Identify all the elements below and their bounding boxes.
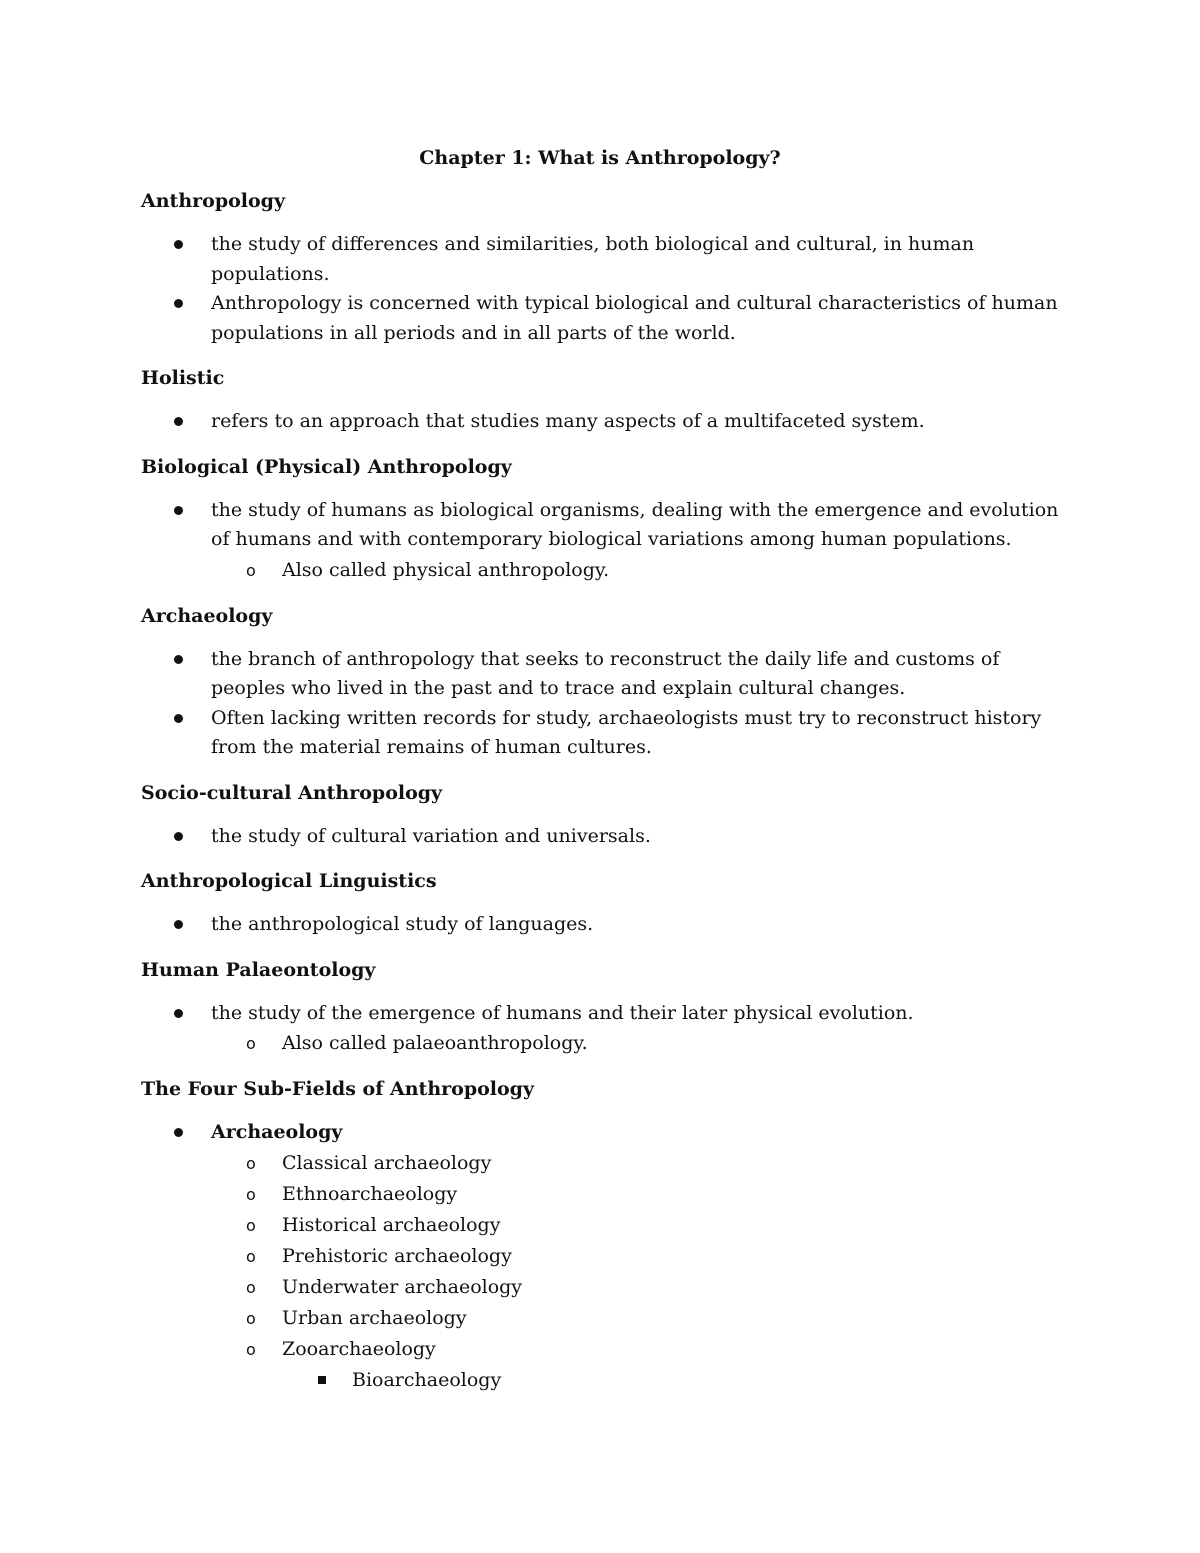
bullet-circle-icon: o (246, 1246, 256, 1266)
sub-list-item-text: Zooarchaeology (282, 1337, 436, 1360)
sub-list-item-text: Underwater archaeology (282, 1275, 523, 1298)
sub-list-item (246, 555, 1061, 586)
section-anthropological-linguistics (141, 867, 1061, 940)
page-title: Chapter 1: What is Anthropology? (419, 147, 781, 169)
sub-list-item-text: Historical archaeology (282, 1213, 501, 1236)
bullet-circle-icon: o (246, 1034, 256, 1053)
sub-bullet-list (211, 555, 1061, 586)
bullet-circle-icon: o (246, 1277, 256, 1297)
sub-bullet-list (211, 1028, 1061, 1059)
document-body (141, 187, 1061, 1412)
list-item-text: Anthropology is concerned with typical biological and cultural characteristics of human populations in all periods and in all parts of the world. (211, 292, 1058, 344)
list-item (211, 289, 1061, 348)
bullet-square-icon (318, 1376, 326, 1384)
bullet-list (141, 496, 1061, 586)
sub-list-item-text: Also called physical anthropology. (282, 558, 610, 581)
bullet-dot-icon (174, 1009, 183, 1018)
sub-list-item (246, 1241, 1061, 1272)
bullet-circle-icon: o (246, 1339, 256, 1359)
sub-list-item (246, 1272, 1061, 1303)
bullet-dot-icon (174, 1128, 183, 1137)
section-biological-anthropology (141, 453, 1061, 586)
sub-list-item-text: Also called palaeoanthropology. (282, 1032, 588, 1054)
sub-list-item (246, 1148, 1061, 1179)
list-item (211, 1118, 1061, 1396)
bullet-dot-icon (174, 920, 183, 929)
list-item-text: the study of humans as biological organisms, dealing with the emergence and evolution of humans and with contemporary biological variations among human populations. (211, 498, 1059, 550)
bullet-list (141, 645, 1061, 763)
section-heading: The Four Sub-Fields of Anthropology (141, 1078, 534, 1100)
list-item (211, 496, 1061, 586)
sub-bullet-list (211, 1148, 1061, 1396)
bullet-dot-icon (174, 417, 183, 426)
section-anthropology (141, 187, 1061, 348)
section-holistic (141, 364, 1061, 437)
list-item-text: the anthropological study of languages. (211, 913, 594, 935)
sub-list-item-text: Urban archaeology (282, 1306, 467, 1329)
section-archaeology (141, 602, 1061, 763)
bullet-dot-icon (174, 714, 183, 723)
section-human-palaeontology (141, 956, 1061, 1060)
section-socio-cultural-anthropology (141, 779, 1061, 852)
list-item (211, 704, 1061, 763)
bullet-dot-icon (174, 240, 183, 249)
section-heading: Biological (Physical) Anthropology (141, 455, 512, 478)
list-item (211, 645, 1061, 704)
list-item-text: refers to an approach that studies many aspects of a multifaceted system. (211, 410, 925, 432)
list-item (211, 407, 1061, 437)
field-name: Archaeology (211, 1121, 343, 1143)
sub-list-item-text: Prehistoric archaeology (282, 1244, 512, 1267)
section-heading: Archaeology (141, 604, 273, 627)
section-heading: Anthropological Linguistics (141, 870, 437, 892)
list-item-text: the study of the emergence of humans and their later physical evolution. (211, 1001, 914, 1024)
section-heading: Anthropology (141, 190, 286, 212)
sub-list-item (246, 1028, 1061, 1059)
list-item-text: the study of differences and similarities, both biological and cultural, in human populations. (211, 233, 975, 285)
sub-list-item-text: Classical archaeology (282, 1151, 492, 1174)
bullet-circle-icon: o (246, 1308, 256, 1328)
bullet-circle-icon: o (246, 1153, 256, 1173)
section-heading: Socio-cultural Anthropology (141, 781, 443, 804)
list-item-text: the branch of anthropology that seeks to reconstruct the daily life and customs of peoples who lived in the past and to trace and explain cultural changes. (211, 647, 1000, 699)
bullet-dot-icon (174, 299, 183, 308)
list-item (211, 910, 1061, 940)
sub-list-item-text: Ethnoarchaeology (282, 1182, 458, 1205)
bullet-list (141, 230, 1061, 348)
sub-list-item (246, 1179, 1061, 1210)
bullet-dot-icon (174, 506, 183, 515)
sub-list-item (246, 1210, 1061, 1241)
list-item (211, 999, 1061, 1060)
bullet-circle-icon: o (246, 560, 256, 580)
list-item (211, 822, 1061, 852)
sub-list-item (246, 1334, 1061, 1396)
sub-list-item (246, 1303, 1061, 1334)
bullet-dot-icon (174, 832, 183, 841)
bullet-dot-icon (174, 655, 183, 664)
bullet-circle-icon: o (246, 1184, 256, 1204)
bullet-list (141, 407, 1061, 437)
sub-sub-bullet-list (282, 1365, 1061, 1396)
bullet-list (141, 1118, 1061, 1396)
list-item-text: Often lacking written records for study, archaeologists must try to reconstruct history from the material remains of human cultures. (211, 706, 1042, 758)
sub-sub-list-item (352, 1365, 1061, 1396)
section-heading: Human Palaeontology (141, 958, 376, 981)
bullet-list (141, 999, 1061, 1060)
bullet-list (141, 822, 1061, 852)
list-item (211, 230, 1061, 289)
section-four-sub-fields (141, 1075, 1061, 1396)
sub-sub-list-item-text: Bioarchaeology (352, 1368, 502, 1391)
bullet-circle-icon: o (246, 1215, 256, 1235)
bullet-list (141, 910, 1061, 940)
section-heading: Holistic (141, 367, 225, 389)
list-item-text: the study of cultural variation and universals. (211, 824, 651, 847)
